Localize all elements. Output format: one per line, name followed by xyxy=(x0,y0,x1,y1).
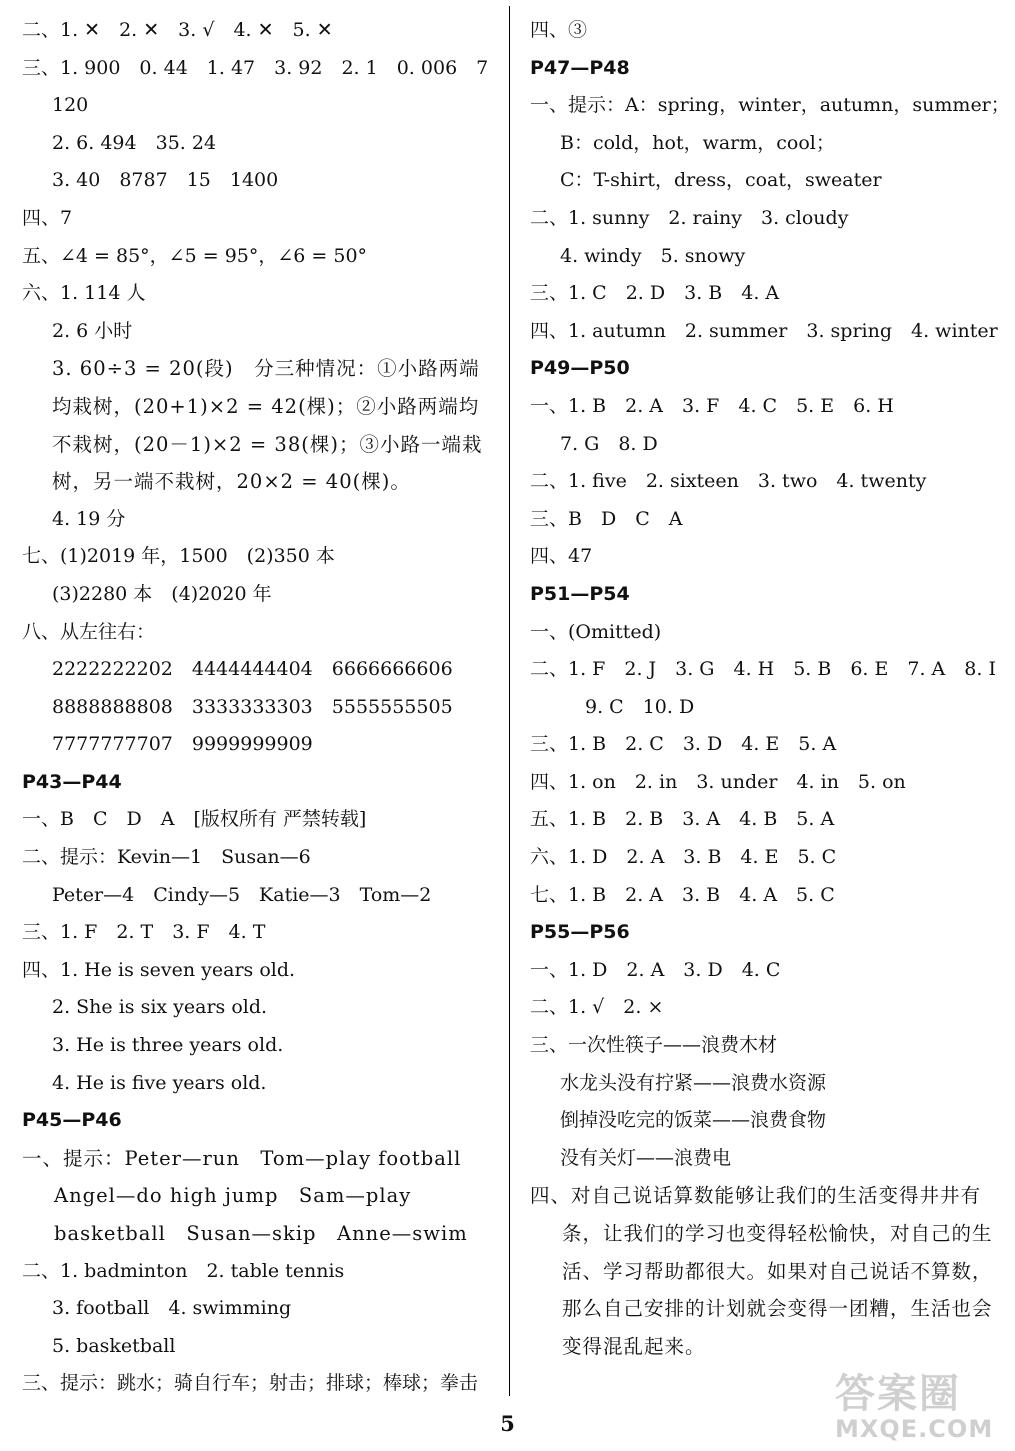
answer-line: 三、B D C A xyxy=(530,507,683,530)
answer-line: 二、1. sunny 2. rainy 3. cloudy xyxy=(530,206,849,229)
answer-line: 六、1. D 2. A 3. B 4. E 5. C xyxy=(530,846,837,869)
answer-line: 四、1. He is seven years old. xyxy=(22,958,296,981)
section-heading: P55—P56 xyxy=(530,921,630,944)
answer-line: 二、1. ✕ 2. ✕ 3. √ 4. ✕ 5. ✕ xyxy=(22,19,333,41)
watermark-logo xyxy=(835,1372,1010,1447)
answer-paragraph: 一、提示：Peter—run Tom—play football Angel—do high jump Sam—play basketball Susan—skip Anne—swim xyxy=(22,1146,482,1245)
answer-line: C：T-shirt，dress，coat，sweater xyxy=(560,169,882,192)
answer-line: 二、1. five 2. sixteen 3. two 4. twenty xyxy=(530,470,927,493)
answer-line: 7777777707 9999999909 xyxy=(52,733,313,756)
answer-line: 二、1. F 2. J 3. G 4. H 5. B 6. E 7. A 8. I xyxy=(530,658,996,681)
right-column xyxy=(530,12,1010,1365)
answer-line: 4. windy 5. snowy xyxy=(560,244,746,267)
page-number: 5 xyxy=(500,1411,515,1436)
answer-line: 水龙头没有拧紧——浪费水资源 xyxy=(560,1071,827,1094)
answer-line: 120 xyxy=(52,94,89,117)
answer-line: 三、1. B 2. C 3. D 4. E 5. A xyxy=(530,733,837,756)
answer-line: 三、提示：跳水；骑自行车；射击；排球；棒球；拳击 xyxy=(22,1372,479,1395)
answer-line: 2222222202 4444444404 6666666606 xyxy=(52,658,453,681)
answer-line: 三、1. F 2. T 3. F 4. T xyxy=(22,921,266,944)
answer-line: 三、一次性筷子——浪费木材 xyxy=(530,1034,778,1057)
answer-line: Peter—4 Cindy—5 Katie—3 Tom—2 xyxy=(52,883,432,906)
answer-line: 二、1. badminton 2. table tennis xyxy=(22,1259,345,1282)
answer-line: 一、1. D 2. A 3. D 4. C xyxy=(530,958,781,981)
answer-line: 二、1. √ 2. × xyxy=(530,996,664,1019)
answer-line: 2. 6 小时 xyxy=(52,319,133,342)
answer-line: (3)2280 本 (4)2020 年 xyxy=(52,582,272,605)
watermark-sub: MXQE.COM xyxy=(835,1415,994,1443)
answer-line: 四、1. on 2. in 3. under 4. in 5. on xyxy=(530,770,906,793)
column-divider xyxy=(509,6,510,1396)
section-heading: P49—P50 xyxy=(530,357,630,380)
answer-line: 一、B C D A [版权所有 严禁转载] xyxy=(22,808,367,831)
section-heading: P47—P48 xyxy=(530,56,630,79)
answer-line: 四、7 xyxy=(22,206,73,229)
answer-line: 四、③ xyxy=(530,19,588,41)
answer-line: 5. basketball xyxy=(52,1334,176,1357)
answer-line: 一、(Omitted) xyxy=(530,620,662,643)
left-column xyxy=(22,12,492,1403)
answer-line: 五、1. B 2. B 3. A 4. B 5. A xyxy=(530,808,835,831)
answer-line: 七、1. B 2. A 3. B 4. A 5. C xyxy=(530,883,835,906)
answer-paragraph: 3. 60÷3 = 20(段) 分三种情况：①小路两端均栽树，(20+1)×2 = 42(棵)；②小路两端均不栽树，(20－1)×2 = 38(棵)；③小路一端栽树，另一端不栽树，20×2 = 40(棵)。 xyxy=(52,357,483,494)
answer-line: 四、47 xyxy=(530,545,593,568)
section-heading: P51—P54 xyxy=(530,582,630,605)
answer-line: 四、1. autumn 2. summer 3. spring 4. winter xyxy=(530,319,998,342)
answer-line: 没有关灯——浪费电 xyxy=(560,1146,732,1169)
answer-line: 4. 19 分 xyxy=(52,507,126,530)
answer-line: 三、1. 900 0. 44 1. 47 3. 92 2. 1 0. 006 7 xyxy=(22,56,489,79)
section-heading: P45—P46 xyxy=(22,1109,122,1132)
answer-line: 2. 6. 494 35. 24 xyxy=(52,131,217,154)
answer-line: 二、提示：Kevin—1 Susan—6 xyxy=(22,846,311,869)
section-heading: P43—P44 xyxy=(22,770,122,793)
answer-line: 一、提示：A：spring，winter，autumn，summer； xyxy=(530,94,1010,117)
answer-line: 2. She is six years old. xyxy=(52,996,268,1019)
answer-line: 七、(1)2019 年，1500 (2)350 本 xyxy=(22,545,335,568)
answer-paragraph: 四、对自己说话算数能够让我们的生活变得井井有条，让我们的学习也变得轻松愉快，对自己的生活、学习帮助都很大。如果对自己说话不算数，那么自己安排的计划就会变得一团糟，生活也会变得混乱起来。 xyxy=(530,1184,993,1358)
answer-line: 3. 40 8787 15 1400 xyxy=(52,169,279,192)
answer-line: 3. He is three years old. xyxy=(52,1034,284,1057)
answer-line: 4. He is five years old. xyxy=(52,1071,267,1094)
answer-line: 六、1. 114 人 xyxy=(22,282,146,305)
answer-line: 9. C 10. D xyxy=(585,695,695,718)
answer-line: 八、从左往右： xyxy=(22,620,156,643)
answer-line: 8888888808 3333333303 5555555505 xyxy=(52,695,453,718)
watermark-main: 答案圈 xyxy=(835,1371,961,1417)
answer-line: B：cold，hot，warm，cool； xyxy=(560,131,835,154)
answer-line: 7. G 8. D xyxy=(560,432,658,455)
answer-line: 3. football 4. swimming xyxy=(52,1297,292,1320)
answer-line: 倒掉没吃完的饭菜——浪费食物 xyxy=(560,1109,827,1132)
answer-line: 一、1. B 2. A 3. F 4. C 5. E 6. H xyxy=(530,394,894,417)
answer-line: 五、∠4 = 85°，∠5 = 95°，∠6 = 50° xyxy=(22,244,368,267)
answer-line: 三、1. C 2. D 3. B 4. A xyxy=(530,282,780,305)
